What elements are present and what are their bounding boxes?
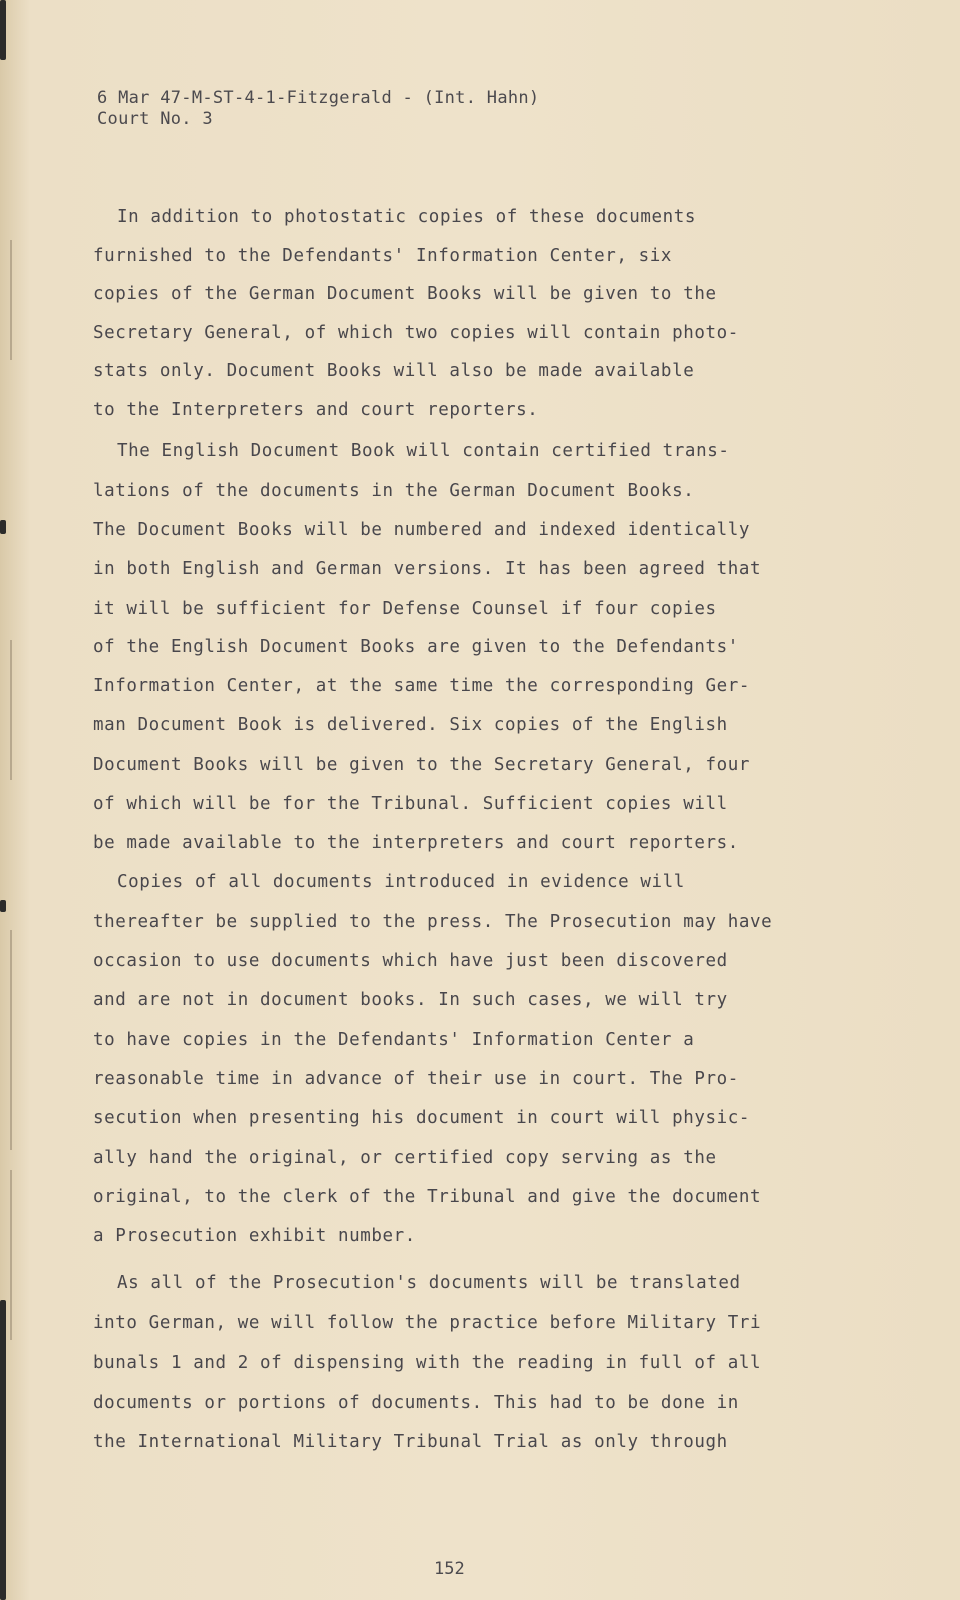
text-line: In addition to photostatic copies of these documents bbox=[117, 207, 697, 227]
text-line: into German, we will follow the practice before Military Tri bbox=[93, 1313, 762, 1333]
text-line: in both English and German versions. It has been agreed that bbox=[93, 559, 762, 579]
text-line: copies of the German Document Books will be given to the bbox=[93, 284, 717, 304]
text-line: furnished to the Defendants' Information Center, six bbox=[93, 246, 673, 266]
text-line: ally hand the original, or certified copy serving as the bbox=[93, 1148, 717, 1168]
text-line: man Document Book is delivered. Six copies of the English bbox=[93, 715, 728, 735]
text-line: the International Military Tribunal Trial as only through bbox=[93, 1432, 728, 1452]
text-line: of which will be for the Tribunal. Sufficient copies will bbox=[93, 794, 728, 814]
text-line: a Prosecution exhibit number. bbox=[93, 1226, 416, 1246]
text-line: be made available to the interpreters and court reporters. bbox=[93, 833, 739, 853]
text-line: bunals 1 and 2 of dispensing with the reading in full of all bbox=[93, 1353, 762, 1373]
text-line: Copies of all documents introduced in evidence will bbox=[117, 872, 685, 892]
text-line: of the English Document Books are given to the Defendants' bbox=[93, 637, 739, 657]
text-line: lations of the documents in the German Document Books. bbox=[93, 481, 695, 501]
text-line: original, to the clerk of the Tribunal and give the document bbox=[93, 1187, 762, 1207]
text-line: documents or portions of documents. This had to be done in bbox=[93, 1393, 739, 1413]
text-line: to the Interpreters and court reporters. bbox=[93, 400, 539, 420]
text-line: Information Center, at the same time the corresponding Ger- bbox=[93, 676, 751, 696]
text-line: stats only. Document Books will also be made available bbox=[93, 361, 695, 381]
page-number: 152 bbox=[434, 1559, 465, 1579]
text-line: occasion to use documents which have just been discovered bbox=[93, 951, 728, 971]
text-line: As all of the Prosecution's documents will be translated bbox=[117, 1273, 741, 1293]
text-line: to have copies in the Defendants' Information Center a bbox=[93, 1030, 695, 1050]
text-line: Document Books will be given to the Secretary General, four bbox=[93, 755, 751, 775]
text-line: thereafter be supplied to the press. The Prosecution may have bbox=[93, 912, 773, 932]
text-line: secution when presenting his document in court will physic- bbox=[93, 1108, 751, 1128]
header-court-line: Court No. 3 bbox=[97, 109, 213, 129]
text-line: reasonable time in advance of their use in court. The Pro- bbox=[93, 1069, 739, 1089]
text-line: The English Document Book will contain certified trans- bbox=[117, 441, 730, 461]
text-line: The Document Books will be numbered and indexed identically bbox=[93, 520, 751, 540]
text-line: Secretary General, of which two copies will contain photo- bbox=[93, 323, 739, 343]
text-line: it will be sufficient for Defense Counsel if four copies bbox=[93, 599, 717, 619]
header-reference-line: 6 Mar 47-M-ST-4-1-Fitzgerald - (Int. Hahn) bbox=[97, 88, 540, 108]
text-line: and are not in document books. In such cases, we will try bbox=[93, 990, 728, 1010]
